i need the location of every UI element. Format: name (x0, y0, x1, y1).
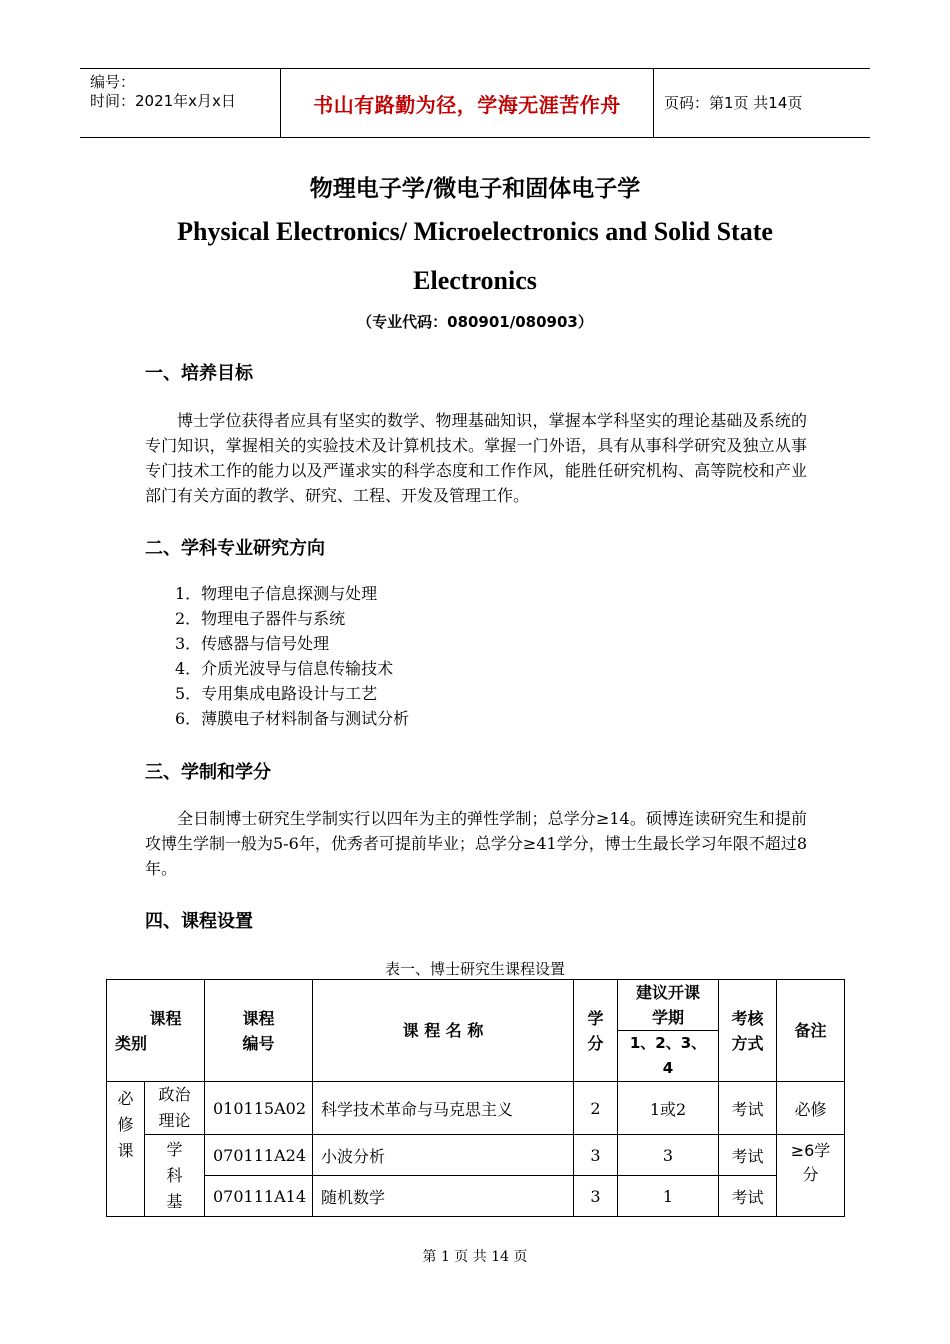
section-heading-directions: 二、学科专业研究方向 (145, 538, 325, 559)
course-exam: 考试 (719, 1135, 777, 1176)
course-term: 1或2 (618, 1082, 719, 1135)
course-exam: 考试 (719, 1082, 777, 1135)
section-heading-courses: 四、课程设置 (145, 911, 253, 932)
subgroup-base: 学 科 基 (145, 1135, 205, 1217)
course-credit: 2 (574, 1082, 618, 1135)
group-required: 必 修 课 (107, 1082, 145, 1217)
header-page-cell (654, 69, 870, 137)
section-heading-goals: 一、培养目标 (145, 363, 253, 384)
header-category: 课程 类别 (107, 980, 205, 1082)
list-item: 5．专用集成电路设计与工艺 (175, 684, 378, 703)
header-term: 建议开课 学期 (618, 980, 719, 1031)
course-term: 1 (618, 1176, 719, 1217)
course-note: 必修 (777, 1082, 845, 1135)
section-text-duration: 全日制博士研究生学制实行以四年为主的弹性学制；总学分≥14。硕博连读研究生和提前攻博生学制一般为5-6年，优秀者可提前毕业；总学分≥41学分，博士生最长学习年限不超过8年。 (145, 809, 807, 878)
header-code: 课程 编号 (205, 980, 313, 1082)
list-item: 4．介质光波导与信息传输技术 (175, 659, 394, 678)
course-name: 随机数学 (313, 1176, 574, 1217)
list-item: 1．物理电子信息探测与处理 (175, 584, 378, 603)
motto: 书山有路勤为径，学海无涯苦作舟 (313, 92, 621, 117)
course-name: 小波分析 (313, 1135, 574, 1176)
section-text-goals: 博士学位获得者应具有坚实的数学、物理基础知识，掌握本学科坚实的理论基础及系统的专门知识，掌握相关的实验技术及计算机技术。掌握一门外语，具有从事科学研究及独立从事专门技术工作的能力以及严谨求实的科学态度和工作作风，能胜任研究机构、高等院校和产业部门有关方面的教学、研究、工程、开发及管理工作。 (145, 411, 807, 505)
course-code: 070111A14 (205, 1176, 313, 1217)
course-code: 070111A24 (205, 1135, 313, 1176)
course-term: 3 (618, 1135, 719, 1176)
course-credit: 3 (574, 1135, 618, 1176)
page-footer: 第 1 页 共 14 页 (422, 1249, 528, 1265)
course-credit: 3 (574, 1176, 618, 1217)
course-name: 科学技术革命与马克思主义 (313, 1082, 574, 1135)
time-label: 时间：2021年x月x日 (90, 92, 236, 110)
title-en-line2: Electronics (413, 266, 537, 295)
title-cn: 物理电子学/微电子和固体电子学 (309, 176, 641, 202)
title-en-line1: Physical Electronics/ Microelectronics and Solid State (177, 217, 773, 246)
header-exam: 考核 方式 (719, 980, 777, 1082)
section-heading-duration: 三、学制和学分 (145, 762, 271, 783)
number-label: 编号： (90, 73, 136, 91)
header-meta (80, 69, 280, 137)
subgroup-politics: 政治 理论 (145, 1082, 205, 1135)
header-credit: 学 分 (574, 980, 618, 1082)
page-info: 页码：第1页 共14页 (664, 94, 803, 112)
course-code: 010115A02 (205, 1082, 313, 1135)
header-note: 备注 (777, 980, 845, 1082)
course-table (106, 979, 845, 1217)
course-note: ≥6学分 (777, 1135, 845, 1217)
header-term-sub: 1、2、3、 4 (618, 1031, 719, 1082)
list-item: 2．物理电子器件与系统 (175, 609, 346, 628)
list-item: 6．薄膜电子材料制备与测试分析 (175, 709, 410, 728)
directions-list (175, 581, 409, 731)
header-motto-cell (281, 69, 653, 137)
header-name: 课 程 名 称 (313, 980, 574, 1082)
major-code: （专业代码：080901/080903） (357, 313, 593, 331)
page-header (80, 68, 870, 138)
table-caption: 表一、博士研究生课程设置 (384, 960, 565, 978)
list-item: 3．传感器与信号处理 (175, 634, 330, 653)
course-exam: 考试 (719, 1176, 777, 1217)
